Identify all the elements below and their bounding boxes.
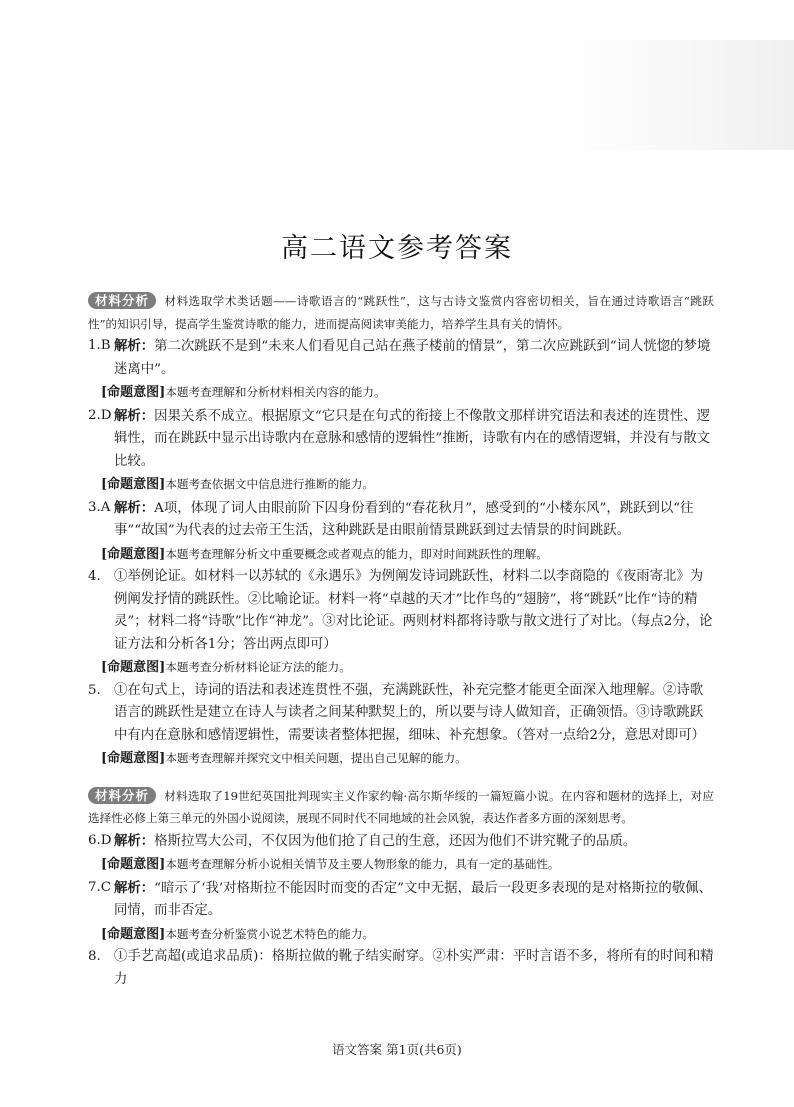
intent-text: 本题考查依据文中信息进行推断的能力。 — [165, 477, 375, 491]
material-analysis-badge: 材料分析 — [88, 787, 156, 804]
question-7 — [88, 877, 714, 923]
analysis-label: 解析： — [114, 407, 155, 424]
question-number: 6.D — [88, 832, 112, 848]
analysis-text: 因果关系不成立。根据原文“它只是在句式的衔接上不像散文那样讲究语法和表述的连贯性、逻辑性，而在跳跃中显示出诗歌内在意脉和感情的逻辑性”推断，诗歌有内在的感情逻辑，并没有与散文比较。 — [114, 408, 711, 469]
intent-4 — [88, 656, 714, 680]
intent-text: 本题考查理解和分析材料相关内容的能力。 — [165, 385, 386, 399]
analysis-text: 格斯拉骂大公司，不仅因为他们抢了自己的生意，还因为他们不讲究靴子的品质。 — [154, 833, 637, 849]
intent-1 — [88, 381, 714, 405]
question-number: 4. — [88, 569, 101, 584]
intent-7 — [88, 923, 714, 947]
page-footer: 语文答案 第1页(共6页) — [332, 1042, 462, 1057]
section-gap — [88, 771, 714, 785]
material-analysis-text: 材料选取了19世纪英国批判现实主义作家约翰·高尔斯华绥的一篇短篇小说。在内容和题材的选择上，对应选择性必修上第三单元的外国小说阅读，展现不同时代不同地域的社会风貌，表达作者多方面的深刻思考。 — [88, 788, 714, 825]
question-number: 5. — [88, 682, 101, 698]
intent-label: [命题意图] — [101, 477, 166, 492]
analysis-text: 第二次跳跃不是到“未来人们看见自己站在燕子楼前的情景”，第二次应跳跃到“词人恍惚的梦境迷离中”。 — [114, 339, 711, 377]
intent-label: [命题意图] — [101, 926, 166, 942]
analysis-label: 解析： — [114, 338, 155, 354]
material-analysis-2 — [88, 785, 714, 830]
material-analysis-text: 材料选取学术类话题——诗歌语言的“跳跃性”，这与古诗文鉴赏内容密切相关，旨在通过诗歌语言“跳跃性”的知识引导，提高学生鉴赏诗歌的能力，进而提高阅读审美能力，培养学生具有关的情怀。 — [88, 294, 714, 331]
question-number: 8. — [88, 949, 101, 964]
intent-text: 本题考查理解并探究文中相关问题，提出自己见解的能力。 — [165, 751, 467, 765]
intent-text: 本题考查理解分析小说相关情节及主要人物形象的能力，具有一定的基础性。 — [165, 857, 560, 871]
question-4 — [88, 566, 714, 656]
intent-label: [命题意图] — [101, 660, 166, 675]
analysis-label: 解析： — [114, 879, 155, 896]
intent-label: [命题意图] — [101, 751, 166, 766]
material-analysis-badge: 材料分析 — [88, 292, 156, 309]
intent-label: [命题意图] — [101, 857, 166, 872]
intent-label: [命题意图] — [101, 546, 166, 562]
analysis-label: 解析： — [114, 832, 155, 849]
analysis-text: A项，体现了词人由眼前阶下囚身份看到的“春花秋月”，感受到的“小楼东风”，跳跃到以“往事”“故国”为代表的过去帝王生活，这种跳跃是由眼前情景跳跃到过去情景的时间跳跃。 — [114, 500, 694, 538]
answer-text: ①在句式上，诗词的语法和表述连贯性不强，充满跳跃性，补充完整才能更全面深入地理解。②诗歌语言的跳跃性是建立在诗人与读者之间某种默契上的，所以要与诗人做知音，正确领悟。③诗歌跳跃中有内在意脉和感情逻辑性，需要读者整体把握，细味、补充想象。（答对一点给2分，意思对即可） — [114, 682, 706, 743]
analysis-text: “暗示了‘我’对格斯拉不能因时而变的否定”文中无据，最后一段更多表现的是对格斯拉的敬佩、同情，而非否定。 — [114, 880, 712, 918]
question-6 — [88, 830, 714, 854]
question-8 — [88, 946, 714, 991]
intent-6 — [88, 853, 714, 877]
intent-5 — [88, 747, 714, 771]
question-number: 3.A — [88, 499, 111, 515]
question-number: 2.D — [88, 407, 112, 423]
intent-text: 本题考查理解分析文中重要概念或者观点的能力，即对时间跳跃性的理解。 — [165, 546, 548, 561]
answer-text: ①手艺高超(或追求品质)：格斯拉做的靴子结实耐穿。②朴实严肃：平时言语不多，将所有的时间和精力 — [114, 949, 714, 987]
scan-shadow — [560, 40, 794, 150]
question-1 — [88, 335, 714, 381]
answer-content — [88, 290, 714, 991]
intent-3 — [88, 543, 714, 567]
question-3 — [88, 497, 714, 543]
question-2 — [88, 405, 714, 474]
intent-label: [命题意图] — [101, 385, 166, 400]
question-number: 1.B — [88, 338, 111, 353]
question-number: 7.C — [88, 879, 112, 895]
analysis-label: 解析： — [114, 499, 155, 516]
intent-text: 本题考查分析鉴赏小说艺术特色的能力。 — [165, 926, 375, 941]
answer-text: ①举例论证。如材料一以苏轼的《永遇乐》为例阐发诗词跳跃性，材料二以李商隐的《夜雨寄北》为例阐发抒情的跳跃性。②比喻论证。材料一将“卓越的天才”比作鸟的“翅膀”，将“跳跃”比作“诗的精灵”；材料二将“诗歌”比作“神龙”。③对比论证。两则材料都将诗歌与散文进行了对比。（每点2分，论证方法和分析各1分；答出两点即可） — [114, 569, 713, 652]
question-5 — [88, 680, 714, 748]
page-title: 高二语文参考答案 — [281, 233, 513, 264]
material-analysis-1 — [88, 290, 714, 335]
intent-2 — [88, 473, 714, 497]
intent-text: 本题考查分析材料论证方法的能力。 — [165, 660, 351, 674]
